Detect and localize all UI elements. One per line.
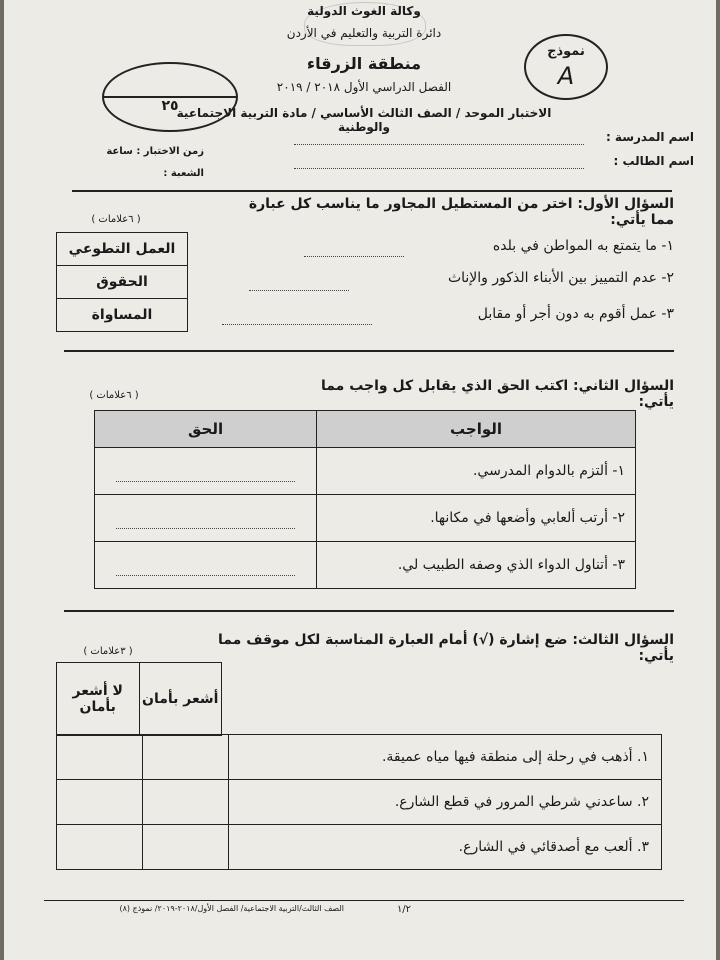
q2-duty: ٣- أتناول الدواء الذي وصفه الطبيب لي. xyxy=(317,542,636,589)
q3-feeling-header xyxy=(56,662,222,736)
score-circle xyxy=(102,62,238,132)
q2-right-blank[interactable] xyxy=(95,448,317,495)
q3-col-unsafe: لا أشعر بأمان xyxy=(57,663,140,736)
divider xyxy=(64,350,674,352)
q2-duty: ٢- أرتب ألعابي وأضعها في مكانها. xyxy=(317,495,636,542)
q1-answer-blank[interactable] xyxy=(249,290,349,291)
q2-marks: ( ٦علامات ) xyxy=(89,390,139,401)
page-number: ١/٢ xyxy=(396,904,412,915)
q3-check-safe[interactable] xyxy=(143,780,229,825)
table-row xyxy=(95,495,636,542)
q3-check-unsafe[interactable] xyxy=(57,735,143,780)
q3-check-unsafe[interactable] xyxy=(57,780,143,825)
q2-right-blank[interactable] xyxy=(95,542,317,589)
q3-table xyxy=(56,734,662,870)
school-blank[interactable] xyxy=(294,144,584,145)
q2-col-right: الحق xyxy=(95,411,317,448)
q1-marks: ( ٦علامات ) xyxy=(91,214,141,225)
q3-check-unsafe[interactable] xyxy=(57,825,143,870)
time-label: زمن الاختبار : ساعة xyxy=(106,146,204,157)
table-row xyxy=(57,825,662,870)
q3-check-safe[interactable] xyxy=(143,735,229,780)
q3-marks: ( ٣علامات ) xyxy=(83,646,133,657)
table-row xyxy=(57,735,662,780)
model-circle xyxy=(524,34,608,100)
department-name: دائرة التربية والتعليم في الأردن xyxy=(286,26,442,40)
q2-col-duty: الواجب xyxy=(317,411,636,448)
model-label: نموذج xyxy=(547,44,585,59)
section-label: الشعبة : xyxy=(163,168,204,179)
q3-statement: ٢. ساعدني شرطي المرور في قطع الشارع. xyxy=(229,780,662,825)
q2-duty: ١- ألتزم بالدوام المدرسي. xyxy=(317,448,636,495)
q1-choice: العمل التطوعي xyxy=(57,233,188,266)
q1-answer-blank[interactable] xyxy=(222,324,372,325)
q1-item: ٣- عمل أقوم به دون أجر أو مقابل xyxy=(477,306,674,322)
exam-paper xyxy=(4,0,716,960)
q2-right-blank[interactable] xyxy=(95,495,317,542)
q3-title: السؤال الثالث: ضع إشارة (√) أمام العبارة المناسبة لكل موقف مما يأتي: xyxy=(218,632,674,664)
table-row xyxy=(95,448,636,495)
area-name: منطقة الزرقاء xyxy=(306,54,422,73)
q1-item: ٢- عدم التمييز بين الأبناء الذكور والإناث xyxy=(447,270,674,286)
q3-col-safe: أشعر بأمان xyxy=(139,663,222,736)
q3-check-safe[interactable] xyxy=(143,825,229,870)
q1-choice: المساواة xyxy=(57,299,188,332)
q1-choices-box xyxy=(56,232,188,332)
exam-info: الاختبار الموحد / الصف الثالث الأساسي / مادة التربية الاجتماعية والوطنية xyxy=(176,106,552,134)
q3-statement: ٣. ألعب مع أصدقائي في الشارع. xyxy=(229,825,662,870)
footer-course: الصف الثالث/التربية الاجتماعية/ الفصل الأول/٢٠١٨-٢٠١٩/ نموذج (٨) xyxy=(119,904,344,913)
table-row xyxy=(95,542,636,589)
footer-divider xyxy=(44,900,684,901)
agency-name: وكالة الغوث الدولية xyxy=(307,4,421,18)
q1-answer-blank[interactable] xyxy=(304,256,404,257)
q1-title: السؤال الأول: اختر من المستطيل المجاور ما يناسب كل عبارة مما يأتي: xyxy=(248,196,674,228)
table-row xyxy=(57,780,662,825)
model-letter: A xyxy=(557,62,575,90)
semester: الفصل الدراسي الأول ٢٠١٨ / ٢٠١٩ xyxy=(276,80,452,94)
q3-statement: ١. أذهب في رحلة إلى منطقة فيها مياه عميقة. xyxy=(229,735,662,780)
q2-table xyxy=(94,410,636,589)
student-label: اسم الطالب : xyxy=(613,154,694,168)
divider xyxy=(72,190,672,192)
divider xyxy=(64,610,674,612)
q1-choice: الحقوق xyxy=(57,266,188,299)
total-score: ٢٥ xyxy=(161,98,179,114)
school-label: اسم المدرسة : xyxy=(605,130,694,144)
student-blank[interactable] xyxy=(294,168,584,169)
q2-title: السؤال الثاني: اكتب الحق الذي يقابل كل واجب مما يأتي: xyxy=(321,378,674,410)
q1-item: ١- ما يتمتع به المواطن في بلده xyxy=(492,238,674,254)
